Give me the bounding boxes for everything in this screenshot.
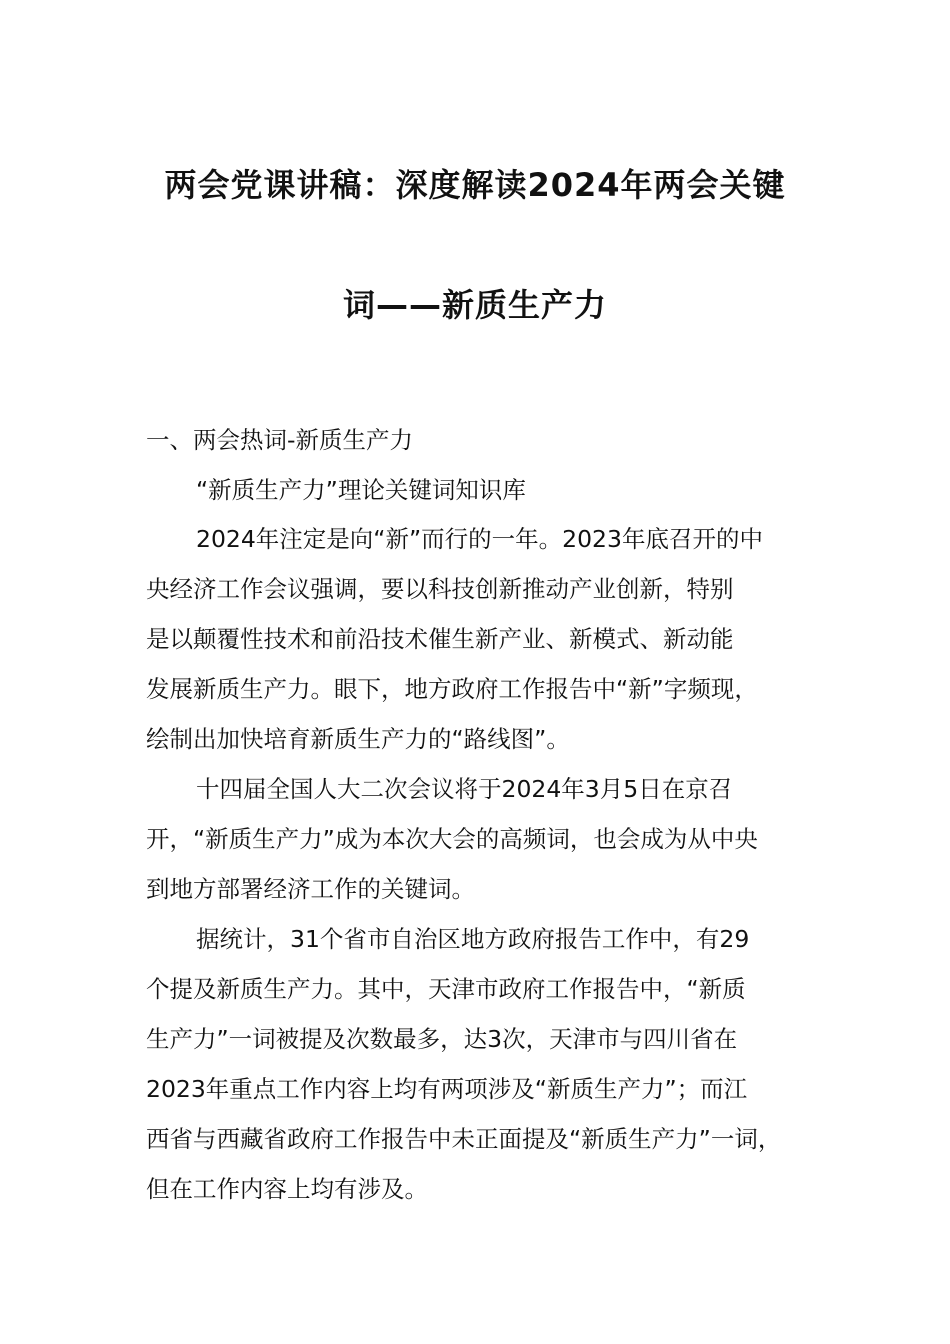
paragraph-1-line-3: 是以颠覆性技术和前沿技术催生新产业、新模式、新动能 (146, 625, 734, 653)
section-heading: 一、两会热词-新质生产力 (146, 426, 413, 454)
paragraph-3-line-4: 2023年重点工作内容上均有两项涉及“新质生产力”；而江 (146, 1075, 748, 1103)
paragraph-1-line-5: 绘制出加快培育新质生产力的“路线图”。 (146, 725, 570, 753)
paragraph-1-line-2: 央经济工作会议强调，要以科技创新推动产业创新，特别 (146, 575, 734, 603)
title-line-2: 词——新质生产力 (342, 286, 607, 324)
subheading: “新质生产力”理论关键词知识库 (196, 476, 526, 504)
paragraph-2-line-2: 开，“新质生产力”成为本次大会的高频词，也会成为从中央 (146, 825, 758, 853)
paragraph-2-line-1: 十四届全国人大二次会议将于2024年3月5日在京召 (196, 775, 733, 803)
paragraph-3-line-6: 但在工作内容上均有涉及。 (146, 1175, 428, 1203)
paragraph-3-line-3: 生产力”一词被提及次数最多，达3次，天津市与四川省在 (146, 1025, 738, 1053)
title-line-1: 两会党课讲稿：深度解读2024年两会关键 (164, 166, 786, 204)
paragraph-1-line-1: 2024年注定是向“新”而行的一年。2023年底召开的中 (196, 525, 763, 553)
paragraph-3-line-5: 西省与西藏省政府工作报告中未正面提及“新质生产力”一词， (146, 1125, 782, 1153)
paragraph-2-line-3: 到地方部署经济工作的关键词。 (146, 875, 475, 903)
paragraph-3-line-1: 据统计，31个省市自治区地方政府报告工作中，有29 (196, 925, 750, 953)
paragraph-3-line-2: 个提及新质生产力。其中，天津市政府工作报告中，“新质 (146, 975, 746, 1003)
paragraph-1-line-4: 发展新质生产力。眼下，地方政府工作报告中“新”字频现， (146, 675, 758, 703)
